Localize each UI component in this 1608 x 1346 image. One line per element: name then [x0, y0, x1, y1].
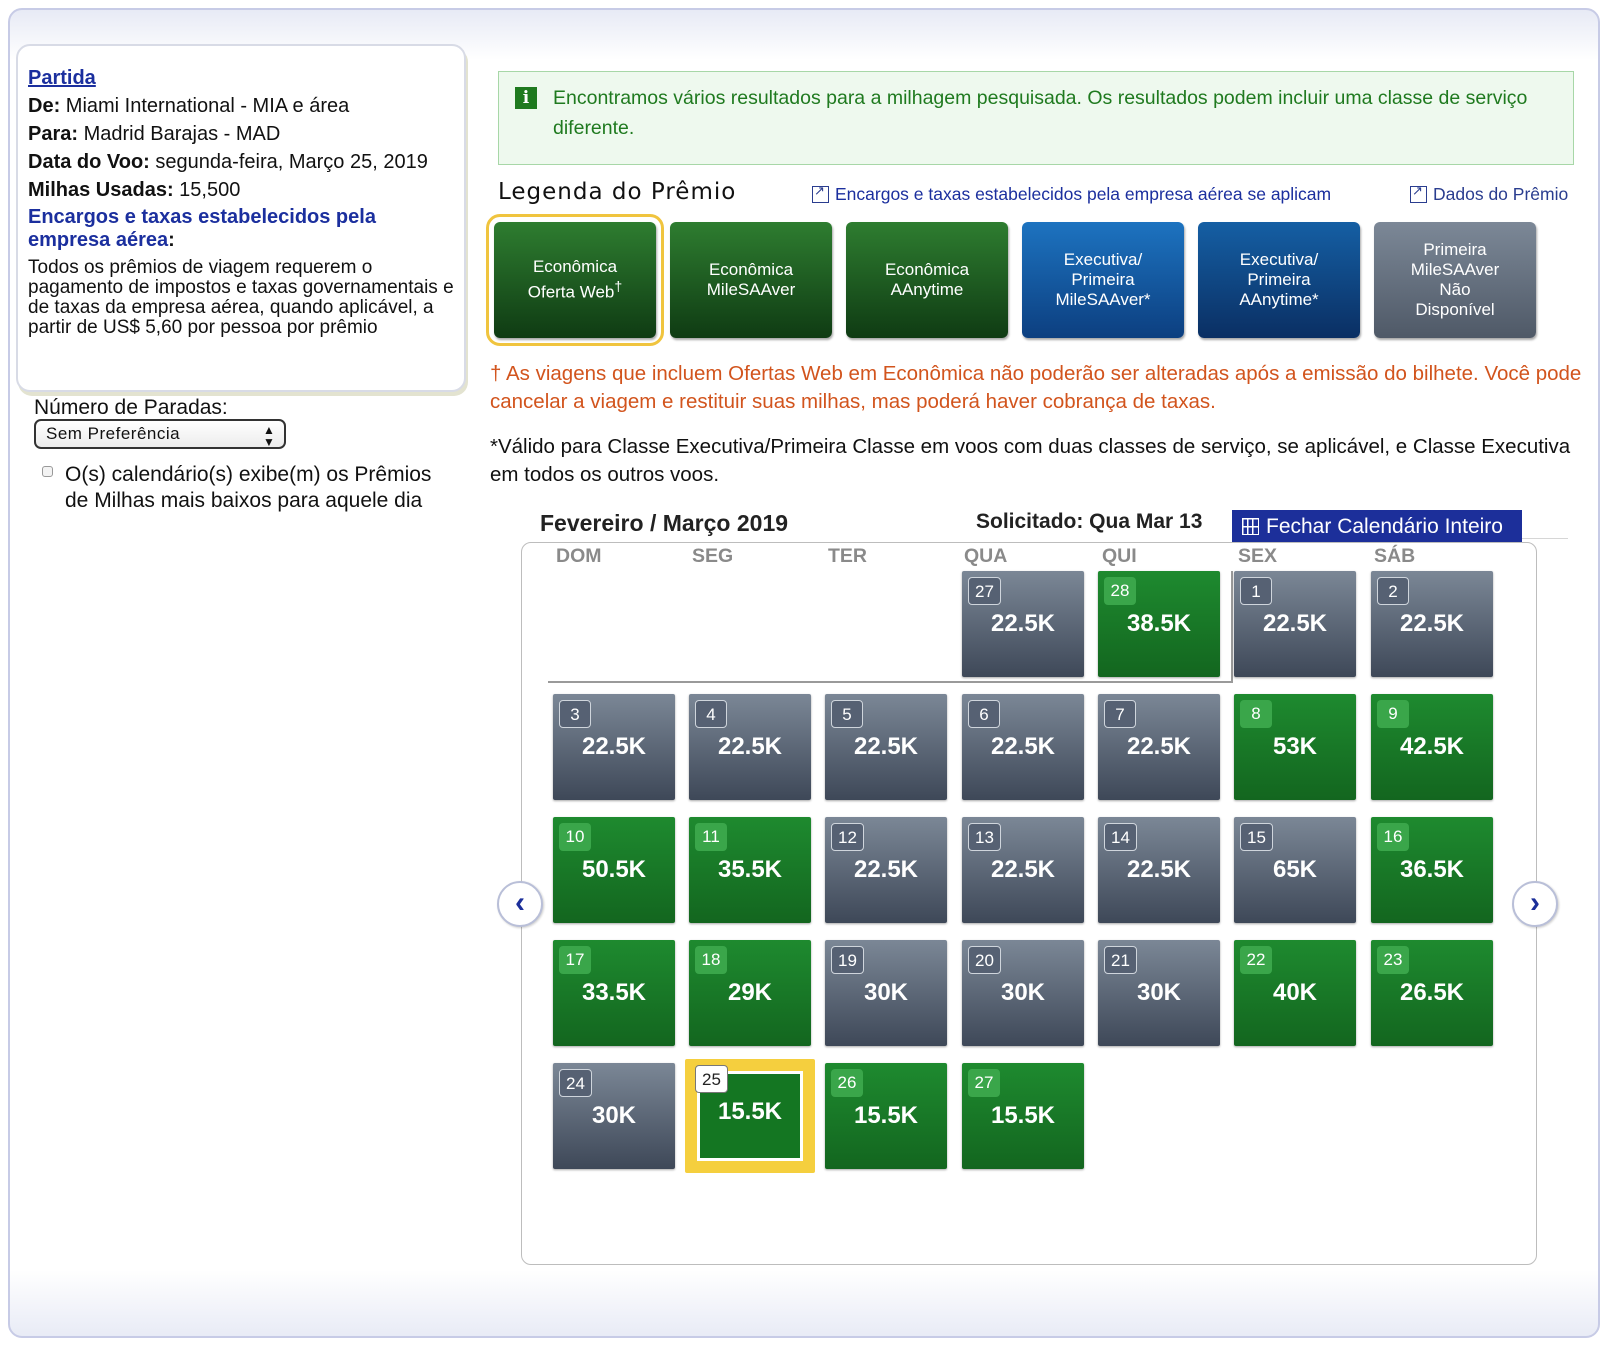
month-boundary-line [548, 681, 1232, 683]
day-miles: 35.5K [717, 856, 783, 883]
from-label: De: [28, 95, 61, 117]
day-number: 17 [559, 946, 591, 974]
to-row [28, 120, 454, 148]
day-number: 24 [559, 1069, 592, 1097]
day-miles: 22.5K [1126, 733, 1192, 760]
calendar-day-cell[interactable] [1371, 940, 1493, 1046]
date-value: segunda-feira, Março 25, 2019 [155, 151, 428, 173]
to-value: Madrid Barajas - MAD [83, 123, 281, 145]
day-miles: 26.5K [1399, 979, 1465, 1006]
lowest-awards-option[interactable] [40, 462, 460, 514]
day-number: 20 [968, 946, 1001, 974]
lowest-awards-option-label: O(s) calendário(s) exibe(m) os Prêmios de Milhas mais baixos para aquele dia [65, 463, 432, 512]
weekday-tue: TER [828, 545, 867, 567]
award-data-link[interactable] [1410, 184, 1568, 205]
day-number: 3 [559, 700, 591, 728]
day-miles: 22.5K [581, 733, 647, 760]
award-label: Econômica [884, 260, 970, 279]
day-number: 27 [968, 1069, 1000, 1097]
info-message-text: Encontramos vários resultados para a milhagem pesquisada. Os resultados podem incluir uma classe de serviço diferente. [553, 87, 1528, 139]
calendar-day-cell[interactable] [689, 817, 811, 923]
award-label: Disponível [1415, 300, 1495, 319]
calendar-day-cell[interactable] [1098, 940, 1220, 1046]
requested-date: Solicitado: Qua Mar 13 [976, 510, 1203, 533]
calendar-day-cell[interactable] [962, 571, 1084, 677]
day-miles: 22.5K [1399, 610, 1465, 637]
award-label: Oferta Web [527, 282, 615, 302]
day-number: 25 [695, 1065, 728, 1093]
day-number: 16 [1377, 823, 1409, 851]
award-label: Econômica [532, 257, 618, 277]
legend-title: Legenda do Prêmio [498, 179, 737, 205]
select-arrows-icon: ▲▼ [262, 423, 276, 447]
calendar-day-cell[interactable] [1371, 817, 1493, 923]
day-number: 2 [1377, 577, 1409, 605]
weekday-wed: QUA [964, 545, 1008, 567]
from-row [28, 92, 454, 120]
weekday-mon: SEG [692, 545, 734, 567]
prev-week-button[interactable] [497, 881, 543, 927]
calendar-month-title: Fevereiro / Março 2019 [540, 510, 789, 536]
calendar-day-cell[interactable] [553, 940, 675, 1046]
award-label: Primeira [1247, 270, 1311, 289]
calendar-day-cell[interactable] [689, 694, 811, 800]
day-number: 13 [968, 823, 1001, 851]
day-number: 18 [695, 946, 727, 974]
calendar-day-cell[interactable] [553, 1063, 675, 1169]
calendar-day-cell[interactable] [1371, 571, 1493, 677]
valid-note: *Válido para Classe Executiva/Primeira Classe em voos com duas classes de serviço, se aplicável, e Classe Executiva em todos os outros voos. [490, 435, 1571, 486]
stops-select[interactable] [34, 419, 286, 449]
award-label: MileSAAver [706, 280, 796, 299]
day-miles: 22.5K [853, 733, 919, 760]
award-economy-aanytime[interactable] [846, 222, 1008, 338]
day-number: 27 [968, 577, 1001, 605]
day-miles: 30K [1136, 979, 1182, 1006]
day-miles: 22.5K [990, 733, 1056, 760]
day-number: 19 [831, 946, 864, 974]
award-label: Primeira [1071, 270, 1135, 289]
day-number: 5 [831, 700, 863, 728]
day-number: 21 [1104, 946, 1137, 974]
award-label: Executiva/ [1239, 250, 1319, 269]
award-first-milesaaver-unavailable[interactable] [1374, 222, 1536, 338]
day-miles: 15.5K [990, 1102, 1056, 1129]
weekday-sat: SÁB [1374, 545, 1416, 567]
day-miles: 42.5K [1399, 733, 1465, 760]
calendar-day-cell[interactable] [962, 940, 1084, 1046]
award-business-first-milesaaver[interactable] [1022, 222, 1184, 338]
day-number: 22 [1240, 946, 1272, 974]
day-number: 23 [1377, 946, 1409, 974]
calendar-day-cell[interactable] [1234, 571, 1356, 677]
day-miles: 22.5K [1126, 856, 1192, 883]
day-number: 26 [831, 1069, 863, 1097]
day-number: 10 [559, 823, 591, 851]
day-miles: 22.5K [1262, 610, 1328, 637]
calendar-day-cell[interactable] [1234, 694, 1356, 800]
miles-row [28, 176, 454, 204]
calendar-day-cell[interactable] [553, 694, 675, 800]
calendar-day-cell[interactable] [1098, 694, 1220, 800]
day-number: 7 [1104, 700, 1136, 728]
chevron-left-icon: ‹ [515, 886, 525, 919]
day-miles: 38.5K [1126, 610, 1192, 637]
day-miles: 30K [591, 1102, 637, 1129]
day-number: 15 [1240, 823, 1273, 851]
calendar-day-cell[interactable] [825, 694, 947, 800]
departure-link[interactable]: Partida [28, 67, 96, 89]
fees-link[interactable] [812, 184, 1331, 205]
date-label: Data do Voo: [28, 151, 150, 173]
month-boundary-line [1231, 571, 1233, 683]
day-miles: 30K [863, 979, 909, 1006]
external-link-icon [812, 186, 829, 203]
stops-selected-value: Sem Preferência [46, 424, 181, 443]
day-number: 9 [1377, 700, 1409, 728]
web-offer-warning: † As viagens que incluem Ofertas Web em Econômica não poderão ser alteradas após a emissão do bilhete. Você pode cancelar a viagem e restituir suas milhas, mas poderá haver cobrança de taxas. [490, 362, 1582, 413]
day-miles: 15.5K [853, 1102, 919, 1129]
day-number: 12 [831, 823, 864, 851]
day-number: 11 [695, 823, 727, 851]
calendar-day-cell[interactable] [825, 817, 947, 923]
award-label: AAnytime [890, 280, 964, 299]
award-business-first-aanytime[interactable] [1198, 222, 1360, 338]
day-miles: 22.5K [990, 610, 1056, 637]
fees-title: Encargos e taxas estabelecidos pela empresa aérea [28, 206, 376, 251]
info-icon: i [515, 87, 537, 109]
day-number: 28 [1104, 577, 1136, 605]
fees-heading [28, 206, 454, 252]
calendar-day-cell[interactable] [962, 694, 1084, 800]
weekday-sun: DOM [556, 545, 602, 567]
calendar-day-cell[interactable] [1234, 940, 1356, 1046]
calendar-grid-icon [1242, 518, 1259, 535]
award-label: MileSAAver [1410, 260, 1500, 279]
day-miles: 29K [727, 979, 773, 1006]
award-economy-milesaaver[interactable] [670, 222, 832, 338]
day-number: 14 [1104, 823, 1137, 851]
info-message [498, 71, 1574, 165]
chevron-right-icon: › [1530, 886, 1540, 919]
stops-label: Número de Paradas: [34, 396, 228, 419]
award-label: AAnytime* [1239, 290, 1319, 309]
close-calendar-button[interactable] [1232, 510, 1522, 543]
calendar-day-cell[interactable] [1098, 817, 1220, 923]
calendar-day-cell[interactable] [1098, 571, 1220, 677]
day-number: 1 [1240, 577, 1272, 605]
from-value: Miami International - MIA e área [65, 95, 350, 117]
radio-icon[interactable] [42, 466, 53, 477]
weekday-thu: QUI [1102, 545, 1137, 567]
award-label: MileSAAver* [1055, 290, 1151, 309]
calendar-day-cell[interactable] [689, 940, 811, 1046]
fees-colon: : [168, 229, 175, 251]
calendar-day-cell[interactable] [962, 1063, 1084, 1169]
day-miles: 36.5K [1399, 856, 1465, 883]
miles-label: Milhas Usadas: [28, 179, 174, 201]
fees-note: Todos os prêmios de viagem requerem o pagamento de impostos e taxas governamentais e de taxas da empresa aérea, quando aplicável, a partir de US$ 5,60 por pessoa por prêmio [28, 257, 454, 338]
calendar-day-cell[interactable] [1371, 694, 1493, 800]
calendar-day-cell[interactable] [962, 817, 1084, 923]
day-number: 6 [968, 700, 1000, 728]
day-miles: 22.5K [717, 733, 783, 760]
day-miles: 22.5K [853, 856, 919, 883]
weekday-fri: SEX [1238, 545, 1278, 567]
day-number: 4 [695, 700, 727, 728]
miles-value: 15,500 [179, 179, 241, 201]
award-label: Não [1439, 280, 1471, 299]
trip-summary-panel [16, 44, 466, 392]
calendar-day-cell[interactable] [825, 940, 947, 1046]
divider [1522, 538, 1568, 539]
to-label: Para: [28, 123, 79, 145]
calendar-day-cell[interactable] [553, 817, 675, 923]
date-row [28, 148, 454, 176]
calendar-day-cell[interactable] [1234, 817, 1356, 923]
dagger-mark: † [614, 279, 623, 296]
day-miles: 30K [1000, 979, 1046, 1006]
day-miles: 53K [1272, 733, 1318, 760]
day-miles: 50.5K [581, 856, 647, 883]
day-miles: 65K [1272, 856, 1318, 883]
award-label: Executiva/ [1063, 250, 1143, 269]
day-miles: 15.5K [717, 1098, 783, 1125]
day-miles: 40K [1272, 979, 1318, 1006]
external-link-icon [1410, 186, 1427, 203]
calendar-day-cell[interactable] [825, 1063, 947, 1169]
calendar-day-cell[interactable] [685, 1059, 815, 1173]
day-miles: 22.5K [990, 856, 1056, 883]
award-economy-web-offer[interactable] [494, 222, 656, 338]
award-data-link-label: Dados do Prêmio [1433, 184, 1569, 204]
close-calendar-label: Fechar Calendário Inteiro [1266, 515, 1503, 538]
fees-link-label: Encargos e taxas estabelecidos pela empresa aérea se aplicam [835, 184, 1332, 204]
next-week-button[interactable] [1512, 881, 1558, 927]
award-label: Primeira [1423, 240, 1487, 259]
day-number: 8 [1240, 700, 1272, 728]
award-label: Econômica [708, 260, 794, 279]
day-miles: 33.5K [581, 979, 647, 1006]
